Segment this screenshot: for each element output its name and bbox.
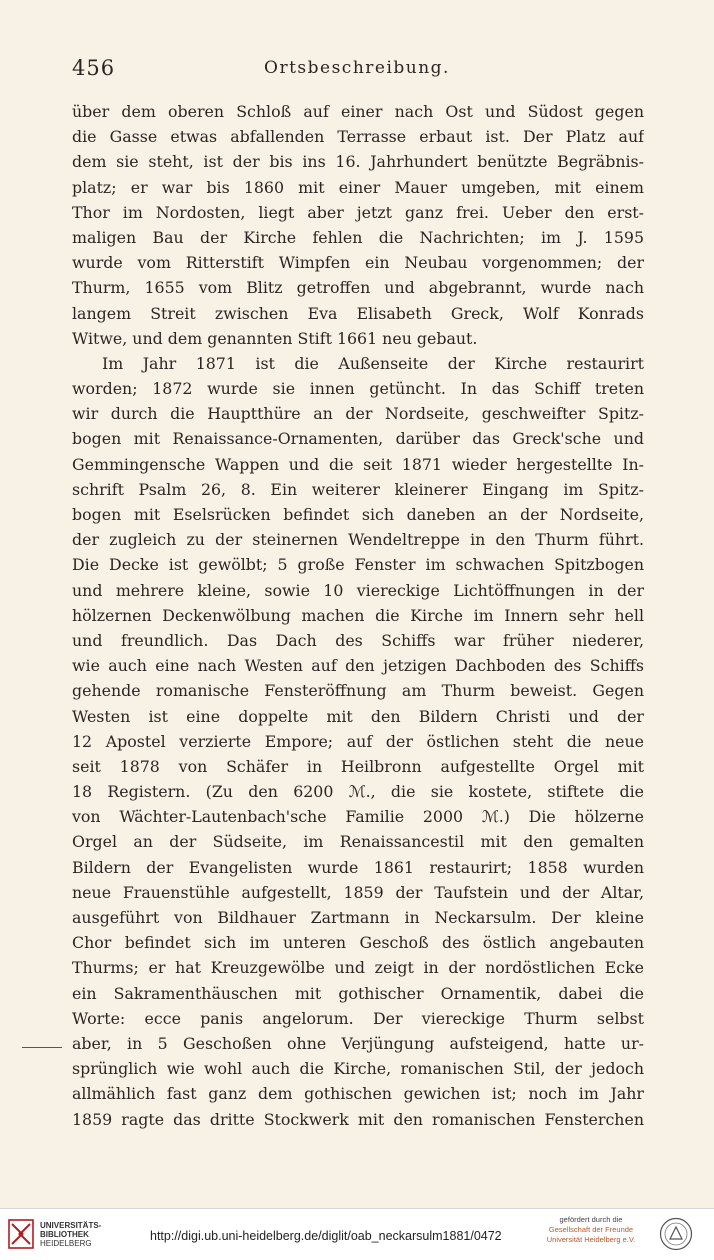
text-line: von Wächter-Lautenbach'sche Familie 2000 ℳ.) Die hölzerne <box>72 807 644 827</box>
library-name <box>40 1221 101 1248</box>
text-line: langem Streit zwischen Eva Elisabeth Greck, Wolf Konrads <box>72 303 644 323</box>
text-line: wir durch die Hauptthüre an der Nordseite, geschweifter Spitz- <box>72 404 644 424</box>
text-line: Gemmingensche Wappen und die seit 1871 wieder hergestellte In- <box>72 454 644 474</box>
text-line: ausgeführt von Bildhauer Zartmann in Neckarsulm. Der kleine <box>72 908 644 927</box>
margin-mark <box>22 1047 62 1048</box>
text-line: bogen mit Renaissance-Ornamenten, darüber das Greck'sche und <box>72 429 644 449</box>
text-line: maligen Bau der Kirche fehlen die Nachrichten; im J. 1595 <box>72 227 644 247</box>
text-line: Chor befindet sich im unteren Geschoß des östlich angebauten <box>72 933 644 953</box>
text-line: Witwe, und dem genannten Stift 1661 neu gebaut. <box>72 328 478 348</box>
text-line: gehende romanische Fensteröffnung am Thurm beweist. Gegen <box>72 681 644 701</box>
text-line: Im Jahr 1871 ist die Außenseite der Kirche restaurirt <box>102 353 644 373</box>
text-line: der zugleich zu der steinernen Wendeltreppe in den Thurm führt. <box>72 530 644 550</box>
text-line: dem sie steht, ist der bis ins 16. Jahrhundert benützte Begräbnis- <box>72 152 644 172</box>
text-line: wurde vom Ritterstift Wimpfen ein Neubau vorgenommen; der <box>72 253 644 273</box>
text-line: neue Frauenstühle aufgestellt, 1859 der Taufstein und der Altar, <box>72 882 644 902</box>
library-name-line: UNIVERSITÄTS- <box>40 1221 102 1230</box>
funder-credit <box>528 1215 654 1245</box>
text-line: Thurm, 1655 vom Blitz getroffen und abgebrannt, wurde nach <box>72 278 644 298</box>
source-url-link[interactable]: http://digi.ub.uni-heidelberg.de/diglit/oab_neckarsulm1881/0472 <box>150 1229 502 1243</box>
text-line: 12 Apostel verzierte Empore; auf der östlichen steht die neue <box>72 731 644 751</box>
text-line: und mehrere kleine, sowie 10 viereckige Lichtöffnungen in der <box>72 580 644 600</box>
text-line: hölzernen Deckenwölbung machen die Kirche im Innern sehr hell <box>72 605 644 625</box>
text-line: Orgel an der Südseite, im Renaissancestil mit den gemalten <box>72 832 644 852</box>
funder-name-line: Universität Heidelberg e.V. <box>546 1235 636 1244</box>
text-line: über dem oberen Schloß auf einer nach Ost und Südost gegen <box>72 102 644 121</box>
page-number: 456 <box>72 56 116 80</box>
text-line: und freundlich. Das Dach des Schiffs war früher niederer, <box>72 630 644 650</box>
text-line: wie auch eine nach Westen auf den jetzigen Dachboden des Schiffs <box>72 656 644 676</box>
digitization-footer <box>0 1208 714 1260</box>
text-line: aber, in 5 Geschoßen ohne Verjüngung aufsteigend, hatte ur- <box>72 1033 644 1053</box>
page-header <box>0 56 714 86</box>
text-line: 18 Registern. (Zu den 6200 ℳ., die sie kostete, stiftete die <box>72 782 644 802</box>
text-line: Die Decke ist gewölbt; 5 große Fenster im schwachen Spitzbogen <box>72 555 644 575</box>
text-line: worden; 1872 wurde sie innen getüncht. In das Schiff treten <box>72 379 644 399</box>
text-line: 1859 ragte das dritte Stockwerk mit den romanischen Fensterchen <box>72 1109 644 1129</box>
text-line: allmählich fast ganz dem gothischen gewichen ist; noch im Jahr <box>72 1084 644 1104</box>
text-line: schrift Psalm 26, 8. Ein weiterer kleinerer Eingang im Spitz- <box>72 479 644 499</box>
body-text <box>72 99 644 1132</box>
text-line: seit 1878 von Schäfer in Heilbronn aufgestellte Orgel mit <box>72 756 644 776</box>
funder-seal-icon <box>659 1217 693 1251</box>
text-line: Thurms; er hat Kreuzgewölbe und zeigt in der nordöstlichen Ecke <box>72 958 644 978</box>
text-line: Bildern der Evangelisten wurde 1861 restaurirt; 1858 wurden <box>72 857 644 877</box>
library-name-line: HEIDELBERG <box>40 1239 92 1248</box>
text-line: die Gasse etwas abfallenden Terrasse erbaut ist. Der Platz auf <box>72 127 644 147</box>
running-title: Ortsbeschreibung. <box>264 58 450 78</box>
text-line: Thor im Nordosten, liegt aber jetzt ganz frei. Ueber den erst- <box>72 202 644 222</box>
university-library-logo-icon <box>8 1217 34 1251</box>
text-line: ein Sakramenthäuschen mit gothischer Ornamentik, dabei die <box>72 983 644 1003</box>
text-line: sprünglich wie wohl auch die Kirche, romanischen Stil, der jedoch <box>72 1059 644 1079</box>
text-line: bogen mit Eselsrücken befindet sich daneben an der Nordseite, <box>72 505 644 524</box>
text-line: Westen ist eine doppelte mit den Bildern Christi und der <box>72 706 644 726</box>
funder-intro: gefördert durch die <box>559 1215 623 1224</box>
funder-name-line: Gesellschaft der Freunde <box>548 1225 634 1234</box>
library-name-line: BIBLIOTHEK <box>40 1230 89 1239</box>
text-line: platz; er war bis 1860 mit einer Mauer umgeben, mit einem <box>72 177 644 197</box>
text-line: Worte: ecce panis angelorum. Der viereckige Thurm selbst <box>72 1008 644 1028</box>
